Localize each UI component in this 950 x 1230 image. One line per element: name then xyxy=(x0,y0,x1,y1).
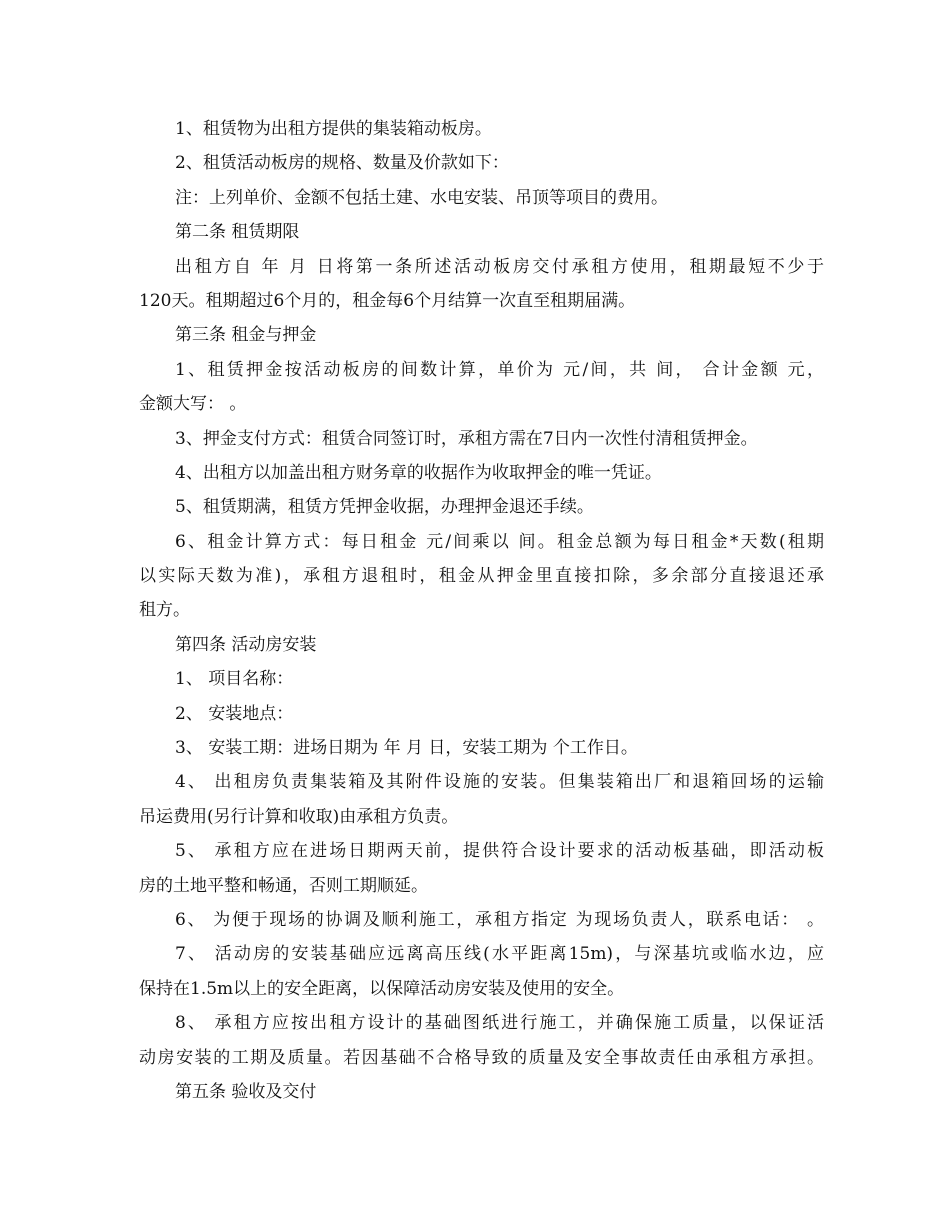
text-line: 3、 安装工期：进场日期为 年 月 日，安装工期为 个工作日。 xyxy=(175,738,638,759)
text-line: 注：上列单价、金额不包括土建、水电安装、吊顶等项目的费用。 xyxy=(175,187,668,208)
text-line: 4、 出租房负责集装箱及其附件设施的安装。但集装箱出厂和退箱回场的运输 xyxy=(175,772,824,793)
text-line: 以实际天数为准)，承租方退租时，租金从押金里直接扣除，多余部分直接退还承 xyxy=(139,566,824,587)
text-line: 第二条 租赁期限 xyxy=(175,222,300,243)
document-body xyxy=(139,112,824,1109)
text-line: 第三条 租金与押金 xyxy=(175,325,317,346)
text-line: 4、出租方以加盖出租方财务章的收据作为收取押金的唯一凭证。 xyxy=(175,462,662,483)
text-line: 6、租金计算方式：每日租金 元/间乘以 间。租金总额为每日租金*天数(租期 xyxy=(175,531,824,552)
text-line: 吊运费用(另行计算和收取)由承租方负责。 xyxy=(139,806,459,827)
text-line: 出租方自 年 月 日将第一条所述活动板房交付承租方使用，租期最短不少于 xyxy=(175,256,824,277)
text-line: 租方。 xyxy=(139,600,190,621)
text-line: 金额大写： 。 xyxy=(139,394,247,415)
text-line: 3、押金支付方式：租赁合同签订时，承租方需在7日内一次性付清租赁押金。 xyxy=(175,428,758,449)
text-line: 5、租赁期满，租赁方凭押金收据，办理押金退还手续。 xyxy=(175,497,594,518)
text-line: 7、 活动房的安装基础应远离高压线(水平距离15m)，与深基坑或临水边，应 xyxy=(175,944,824,965)
text-line: 2、 安装地点： xyxy=(175,703,294,724)
text-line: 1、租赁物为出租方提供的集装箱动板房。 xyxy=(175,119,492,139)
text-line: 保持在1.5m以上的安全距离，以保障活动房安装及使用的安全。 xyxy=(139,978,625,999)
text-line: 6、 为便于现场的协调及顺利施工，承租方指定 为现场负责人，联系电话： 。 xyxy=(175,909,824,930)
text-line: 1、 项目名称： xyxy=(175,669,294,690)
text-line: 动房安装的工期及质量。若因基础不合格导致的质量及安全事故责任由承租方承担。 xyxy=(139,1047,824,1068)
text-line: 第五条 验收及交付 xyxy=(175,1081,317,1102)
text-line: 第四条 活动房安装 xyxy=(175,634,317,655)
text-line: 5、 承租方应在进场日期两天前，提供符合设计要求的活动板基础，即活动板 xyxy=(175,841,824,862)
text-line: 120天。租期超过6个月的，租金每6个月结算一次直至租期届满。 xyxy=(139,290,636,311)
text-line: 2、租赁活动板房的规格、数量及价款如下： xyxy=(175,153,509,174)
text-line: 房的土地平整和畅通，否则工期顺延。 xyxy=(139,875,428,896)
text-line: 1、租赁押金按活动板房的间数计算，单价为 元/间，共 间， 合计金额 元， xyxy=(175,359,824,380)
text-line: 8、 承租方应按出租方设计的基础图纸进行施工，并确保施工质量，以保证活 xyxy=(175,1013,824,1034)
